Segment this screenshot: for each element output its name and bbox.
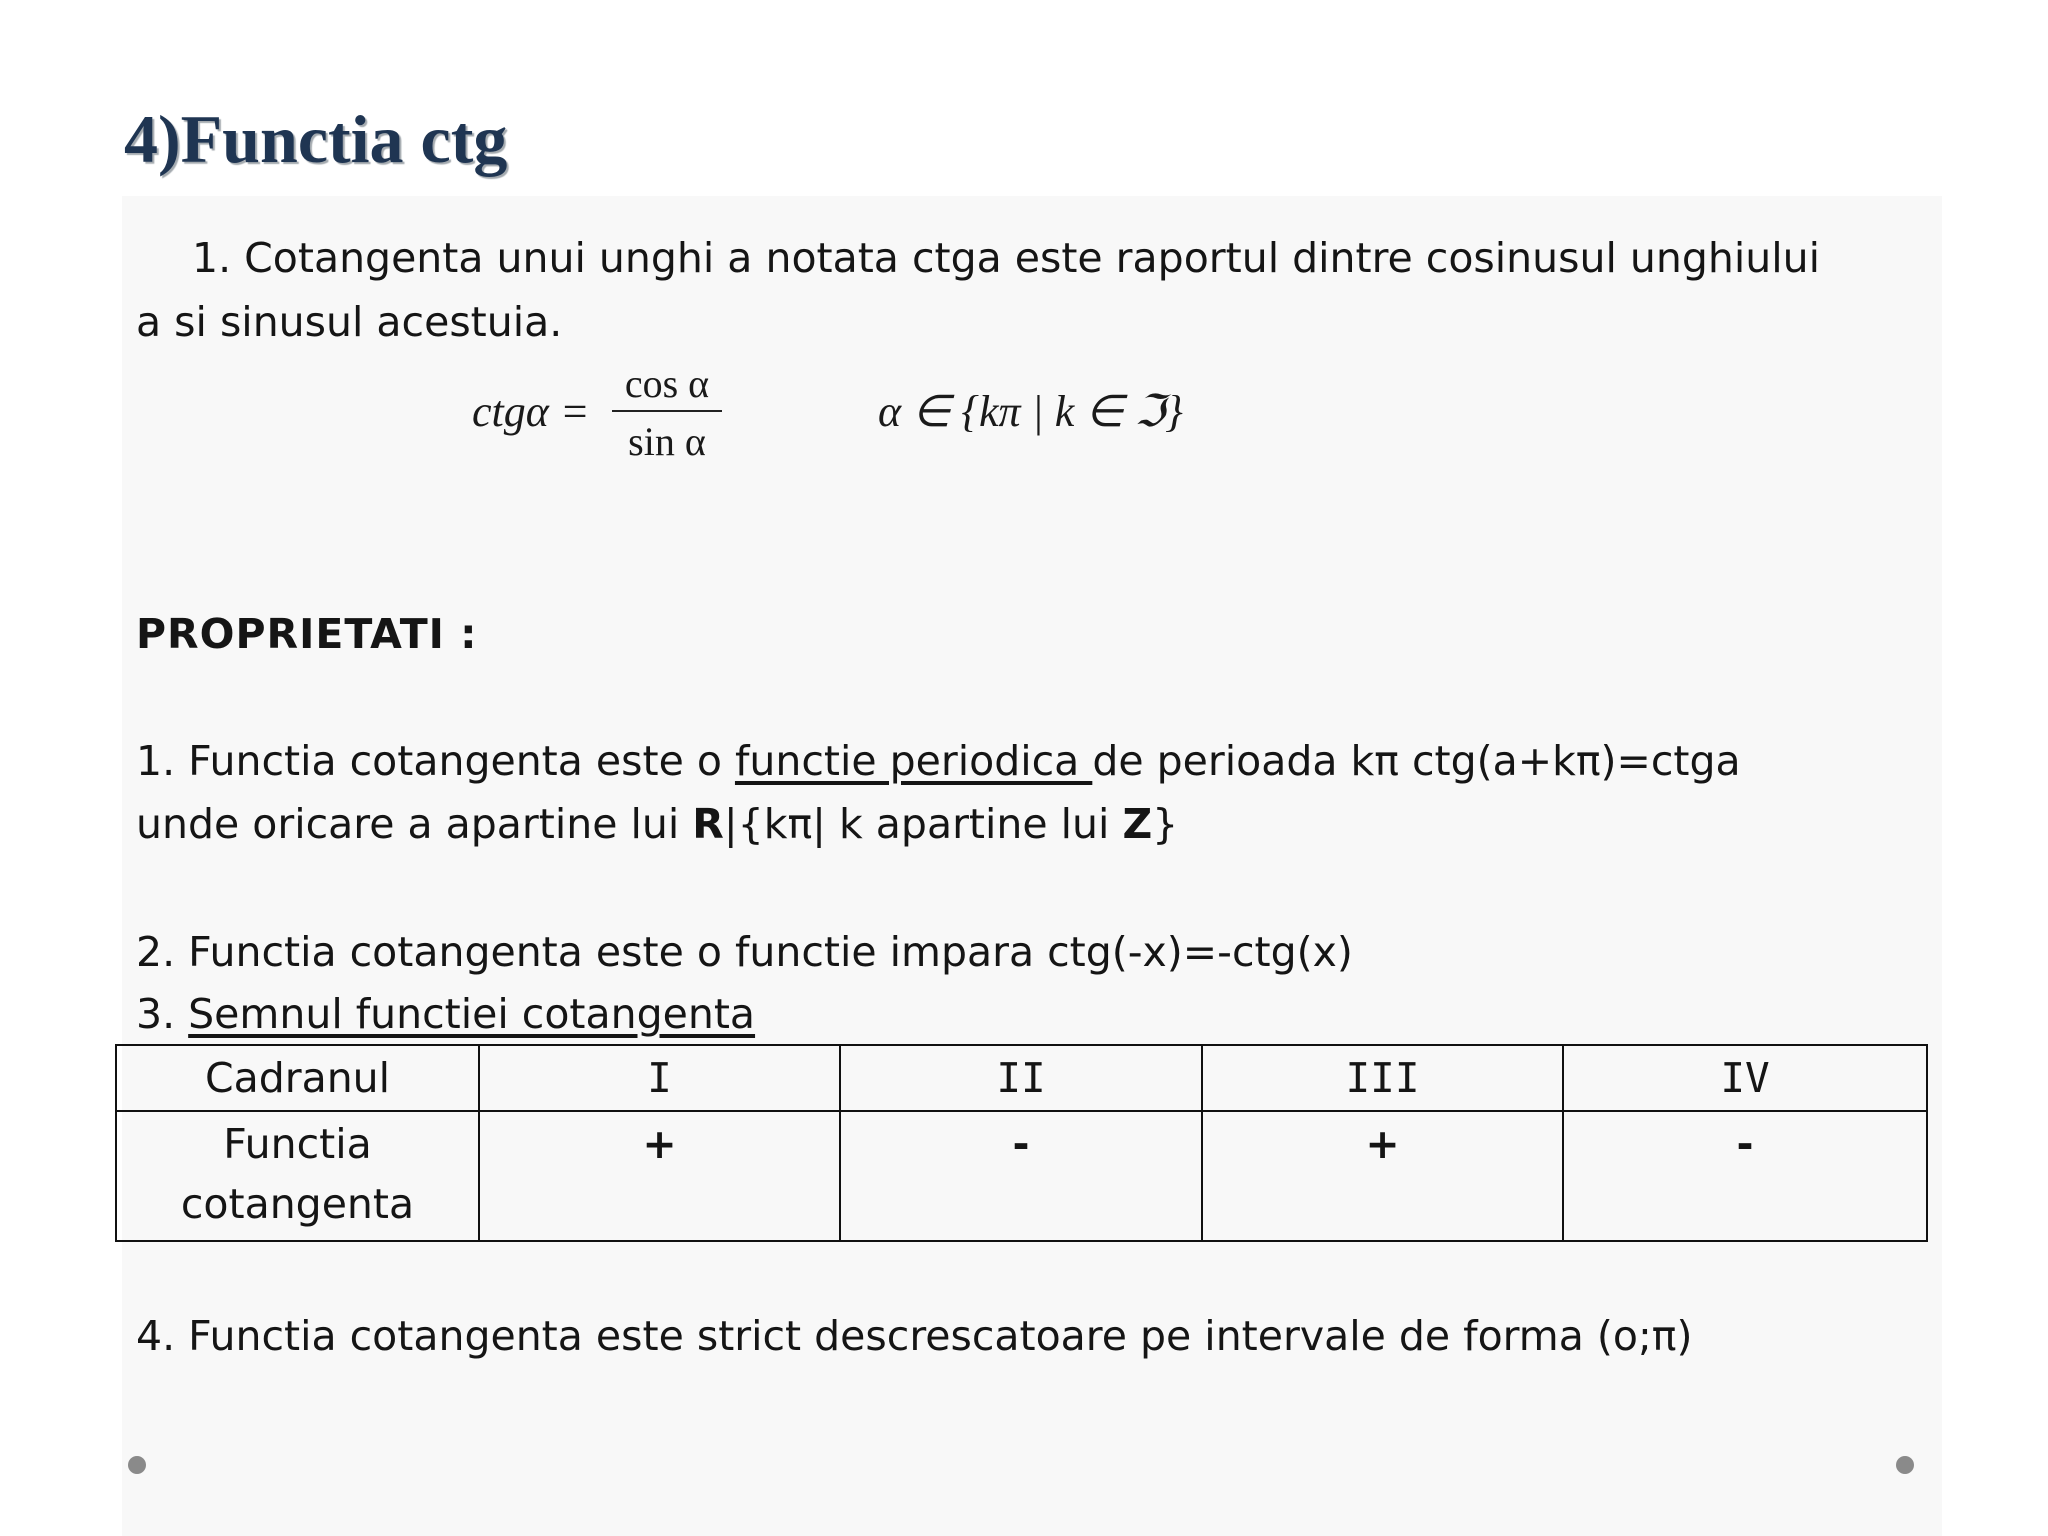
definition-line-1: 1. Cotangenta unui unghi a notata ctga este raportul dintre cosinusul unghiului <box>192 234 1821 282</box>
formula-numerator: cos α <box>612 360 722 412</box>
property-1-line-1 <box>136 735 1741 787</box>
sign-cell: - <box>840 1111 1202 1241</box>
sign-table-row <box>116 1111 1927 1241</box>
definition-line-2: a si sinusul acestuia. <box>136 298 563 346</box>
property-1-line-2 <box>136 798 1178 850</box>
sign-table <box>115 1044 1928 1242</box>
formula-domain: α ∈ {kπ | k ∈ ℑ} <box>878 387 1183 436</box>
sign-cell: + <box>479 1111 840 1241</box>
row-label-cell <box>116 1111 479 1241</box>
formula-fraction <box>612 360 722 465</box>
row-label-line-2: cotangenta <box>180 1180 415 1228</box>
property-1-underlined: functie periodica <box>734 737 1093 785</box>
property-1-end: de perioada kπ ctg(a+kπ)=ctga <box>1092 737 1741 785</box>
property-3 <box>136 988 755 1040</box>
property-2: 2. Functia cotangenta este o functie impara ctg(-x)=-ctg(x) <box>136 928 1353 976</box>
property-1-line-2-mid: |{kπ| k apartine lui <box>723 800 1123 848</box>
property-4: 4. Functia cotangenta este strict descrescatoare pe intervale de forma (o;π) <box>136 1312 1693 1360</box>
row-label-line-1: Functia <box>223 1120 372 1168</box>
formula-lhs: ctgα = <box>472 387 590 436</box>
header-cell: II <box>840 1045 1202 1111</box>
bullet-dot-left <box>128 1456 146 1474</box>
slide-title: 4)Functia ctg <box>124 101 508 177</box>
sign-table-header-row <box>116 1045 1927 1111</box>
set-R: R <box>692 800 724 848</box>
header-cell: Cadranul <box>116 1045 479 1111</box>
property-1-line-2-start: unde oricare a apartine lui <box>136 800 693 848</box>
property-3-title: Semnul functiei cotangenta <box>188 990 756 1038</box>
property-1-line-2-end: } <box>1152 800 1179 848</box>
bullet-dot-right <box>1896 1456 1914 1474</box>
header-cell: I <box>479 1045 840 1111</box>
formula-denominator: sin α <box>628 419 706 464</box>
header-cell: IV <box>1563 1045 1927 1111</box>
sign-cell: - <box>1563 1111 1927 1241</box>
property-3-number: 3. <box>136 990 189 1038</box>
header-cell: III <box>1202 1045 1563 1111</box>
properties-heading: PROPRIETATI : <box>136 610 478 658</box>
sign-cell: + <box>1202 1111 1563 1241</box>
property-1-start: 1. Functia cotangenta este o <box>136 737 735 785</box>
set-Z: Z <box>1122 800 1153 848</box>
